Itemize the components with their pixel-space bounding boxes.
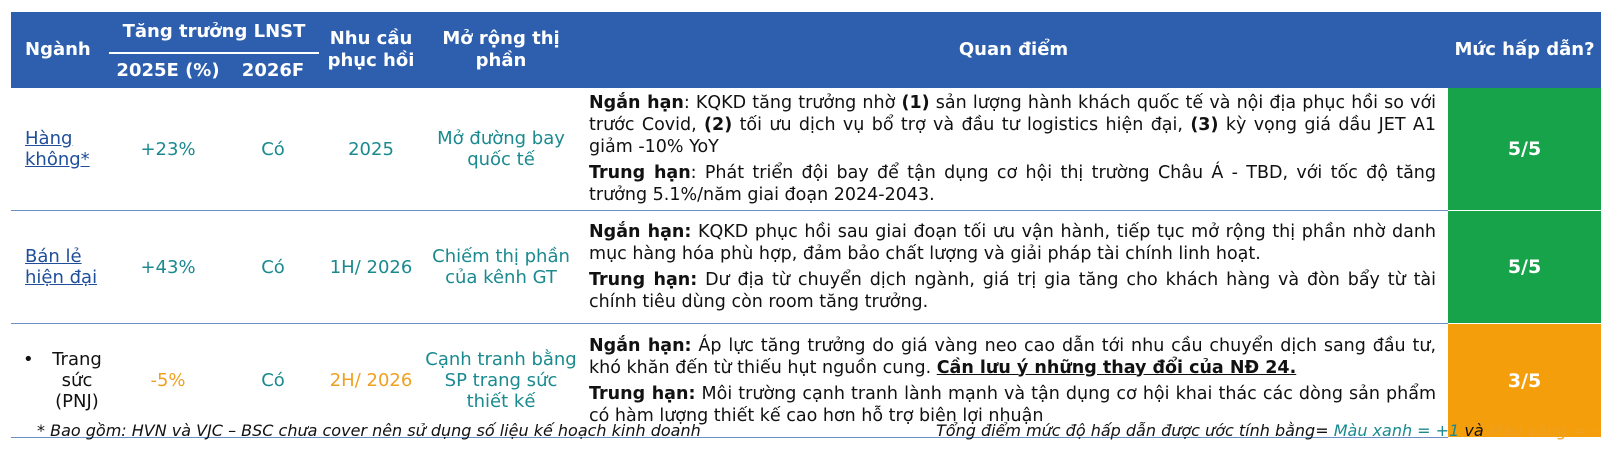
sector-cell[interactable] bbox=[11, 211, 109, 324]
mid-term-view: Trung hạn: Dư địa từ chuyển dịch ngành, giá trị gia tăng cho khách hàng và đòn bẩy từ tài chính tiêu dùng còn room tăng trưởng. bbox=[589, 270, 1437, 312]
header-2026f: 2026F bbox=[227, 53, 319, 88]
header-attractiveness: Mức hấp dẫn? bbox=[1448, 12, 1601, 88]
growth-2025-cell: +43% bbox=[109, 211, 227, 324]
view-cell bbox=[579, 211, 1448, 324]
mid-term-view: Trung hạn: Môi trường cạnh tranh lành mạnh và tận dụng cơ hội khai thác các dòng sản phẩm có hàm lượng thiết kế cao hơn hỗ trợ biên lợi nhuận bbox=[589, 383, 1437, 426]
growth-2026-cell: Có bbox=[227, 88, 319, 211]
sector-cell[interactable] bbox=[11, 88, 109, 211]
top-divider bbox=[0, 0, 1610, 10]
sector-label: Trang sức (PNJ) bbox=[52, 349, 102, 412]
expansion-cell: Chiếm thị phần của kênh GT bbox=[423, 211, 579, 324]
amber-rule: Màu vàng = - bbox=[1488, 421, 1597, 440]
expansion-cell: Cạnh tranh bằng SP trang sức thiết kế bbox=[423, 324, 579, 438]
score-badge: 3/5 bbox=[1448, 324, 1601, 438]
short-term-view: Ngắn hạn: KQKD phục hồi sau giai đoạn tối ưu vận hành, tiếp tục mở rộng thị phần nhờ danh mục hàng hóa phù hợp, đảm bảo chất lượng và giải pháp tài chính linh hoạt. bbox=[589, 222, 1436, 264]
recovery-cell: 2H/ 2026 bbox=[319, 324, 423, 438]
growth-2026-cell: Có bbox=[227, 324, 319, 438]
growth-2026-cell: Có bbox=[227, 211, 319, 324]
recovery-cell: 2025 bbox=[319, 88, 423, 211]
growth-2025-cell: -5% bbox=[109, 324, 227, 438]
header-demand-recovery: Nhu cầu phục hồi bbox=[319, 12, 423, 88]
expansion-cell: Mở đường bay quốc tế bbox=[423, 88, 579, 211]
regulation-note: Cần lưu ý những thay đổi của NĐ 24. bbox=[936, 357, 1297, 378]
short-term-view: Ngắn hạn: KQKD tăng trưởng nhờ (1) sản lượng hành khách quốc tế và nội địa phục hồi so với trước Covid, (2) tối ưu dịch vụ bổ trợ và đầu tư logistics hiện đại, (3) kỳ vọng giá dầu JET A1 giảm -10% YoY bbox=[589, 93, 1437, 157]
sector-link[interactable]: Bán lẻ hiện đại bbox=[25, 246, 98, 288]
table-row bbox=[11, 88, 1601, 211]
table-row bbox=[11, 211, 1601, 324]
green-rule: Màu xanh = +1 bbox=[1333, 421, 1460, 440]
sector-outlook-table bbox=[11, 12, 1601, 438]
header-2025e: 2025E (%) bbox=[109, 53, 227, 88]
view-cell bbox=[579, 88, 1448, 211]
score-badge: 5/5 bbox=[1448, 88, 1601, 211]
header-lnst-growth: Tăng trưởng LNST bbox=[109, 12, 319, 53]
score-badge: 5/5 bbox=[1448, 211, 1601, 324]
bullet-icon: • bbox=[23, 349, 34, 370]
header-market-expansion: Mở rộng thị phần bbox=[423, 12, 579, 88]
header-view: Quan điểm bbox=[579, 12, 1448, 88]
recovery-cell: 1H/ 2026 bbox=[319, 211, 423, 324]
sector-link[interactable]: Hàng không* bbox=[25, 128, 90, 170]
mid-term-view: Trung hạn: Phát triển đội bay để tận dụng cơ hội thị trường Châu Á - TBD, với tốc độ tăng trưởng 5.1%/năm giai đoạn 2024-2043. bbox=[589, 163, 1436, 205]
growth-2025-cell: +23% bbox=[109, 88, 227, 211]
header-sector: Ngành bbox=[11, 12, 109, 88]
footnote: * Bao gồm: HVN và VJC – BSC chưa cover nên sử dụng số liệu kế hoạch kinh doanh bbox=[37, 421, 701, 440]
short-term-view: Ngắn hạn: Áp lực tăng trưởng do giá vàng neo cao dẫn tới nhu cầu chuyển dịch sang đầu tư, khó khăn đến từ thiếu hụt nguồn cung. Cần lưu ý những thay đổi của NĐ 24. bbox=[589, 335, 1437, 378]
score-legend: Tổng điểm mức độ hấp dẫn được ước tính bằng= Màu xanh = +1 và Màu vàng = - bbox=[936, 421, 1597, 440]
